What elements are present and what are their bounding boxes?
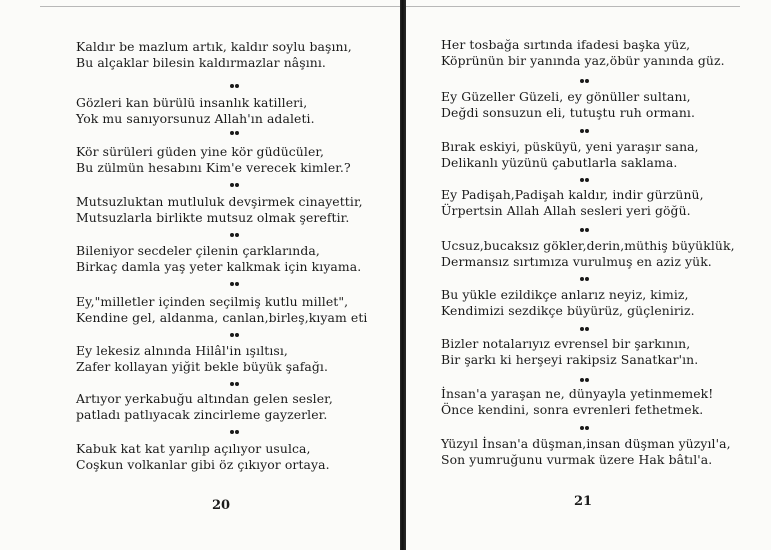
stanza-ornament: [230, 382, 240, 387]
verse-line: Ey Güzeller Güzeli, ey gönüller sultanı,: [441, 89, 691, 104]
stanza: [441, 89, 695, 121]
stanza-ornament: [230, 233, 240, 238]
stanza: [76, 194, 363, 226]
stanza-ornament: [230, 430, 240, 435]
verse-line: patladı patlıyacak zincirleme gayzerler.: [76, 407, 328, 422]
stanza-ornament: [230, 333, 240, 338]
stanza-ornament: [580, 277, 590, 282]
verse-line: Kendine gel, aldanma, canlan,birleş,kıyam eti: [76, 310, 368, 325]
stanza-ornament: [580, 129, 590, 134]
verse-line: Bırak eskiyi, püsküyü, yeni yaraşır sana,: [441, 139, 699, 154]
page-number: 20: [212, 498, 231, 513]
stanza-ornament: [230, 131, 240, 136]
stanza: [441, 436, 731, 468]
stanza: [76, 243, 361, 275]
stanza: [441, 336, 698, 368]
verse-line: Gözleri kan bürülü insanlık katilleri,: [76, 95, 308, 110]
stanza: [76, 95, 315, 127]
verse-line: Kaldır be mazlum artık, kaldır soylu başını,: [76, 39, 352, 54]
stanza: [76, 144, 351, 176]
verse-line: Birkaç damla yaş yeter kalkmak için kıyama.: [76, 259, 362, 274]
verse-line: Bu zülmün hesabını Kim'e verecek kimler.?: [76, 160, 351, 175]
verse-line: Coşkun volkanlar gibi öz çıkıyor ortaya.: [76, 457, 330, 472]
stanza: [76, 391, 333, 423]
verse-line: Mutsuzluktan mutluluk devşirmek cinayettir,: [76, 194, 363, 209]
stanza-ornament: [580, 327, 590, 332]
stanza: [441, 187, 704, 219]
verse-line: Ucsuz,bucaksız gökler,derin,müthiş büyüklük,: [441, 238, 735, 253]
verse-line: İnsan'a yaraşan ne, dünyayla yetinmemek!: [441, 386, 714, 401]
page-number: 21: [574, 494, 593, 509]
stanza-ornament: [580, 426, 590, 431]
stanza-ornament: [580, 378, 590, 383]
stanza-ornament: [580, 178, 590, 183]
verse-line: Zafer kollayan yiğit bekle büyük şafağı.: [76, 359, 329, 374]
verse-line: Yok mu sanıyorsunuz Allah'ın adaleti.: [76, 111, 315, 126]
stanza-ornament: [230, 282, 240, 287]
stanza: [76, 294, 367, 326]
verse-line: Bileniyor secdeler çilenin çarklarında,: [76, 243, 320, 258]
verse-line: Kendimizi sezdikçe büyürüz, güçleniriz.: [441, 303, 695, 318]
stanza: [441, 386, 713, 418]
stanza-ornament: [580, 228, 590, 233]
verse-line: Kabuk kat kat yarılıp açılıyor usulca,: [76, 441, 311, 456]
stanza-ornament: [230, 183, 240, 188]
verse-line: Bizler notalarıyız evrensel bir şarkının,: [441, 336, 691, 351]
stanza: [76, 39, 352, 71]
stanza: [441, 139, 699, 171]
stanza: [76, 441, 330, 473]
verse-line: Delikanlı yüzünü çabutlarla saklama.: [441, 155, 678, 170]
verse-line: Ey,"milletler içinden seçilmiş kutlu millet",: [76, 294, 349, 309]
verse-line: Her tosbağa sırtında ifadesi başka yüz,: [441, 37, 691, 52]
verse-line: Değdi sonsuzun eli, tutuştu ruh ormanı.: [441, 105, 696, 120]
verse-line: Bu alçaklar bilesin kaldırmazlar nâşını.: [76, 55, 326, 70]
verse-line: Artıyor yerkabuğu altından gelen sesler,: [76, 391, 333, 406]
verse-line: Ey Padişah,Padişah kaldır, indir gürzünü,: [441, 187, 704, 202]
verse-line: Kör sürüleri güden yine kör güdücüler,: [76, 144, 325, 159]
verse-line: Mutsuzlarla birlikte mutsuz olmak şereftir.: [76, 210, 350, 225]
stanza-ornament: [230, 84, 240, 89]
stanza: [76, 343, 328, 375]
stanza: [441, 287, 695, 319]
verse-line: Köprünün bir yanında yaz,öbür yanında güz.: [441, 53, 725, 68]
right-page: [406, 0, 771, 550]
verse-line: Ürpertsin Allah Allah sesleri yeri göğü.: [441, 203, 691, 218]
verse-line: Ey lekesiz alnında Hilâl'in ışıltısı,: [76, 343, 288, 358]
stanza-ornament: [580, 79, 590, 84]
verse-line: Dermansız sırtımıza vurulmuş en aziz yük.: [441, 254, 712, 269]
verse-line: Önce kendini, sonra evrenleri fethetmek.: [441, 402, 704, 417]
stanza: [441, 238, 735, 270]
verse-line: Bu yükle ezildikçe anlarız neyiz, kimiz,: [441, 287, 689, 302]
verse-line: Bir şarkı ki herşeyi rakipsiz Sanatkar'ın.: [441, 352, 699, 367]
verse-line: Yüzyıl İnsan'a düşman,insan düşman yüzyıl'a,: [441, 436, 731, 451]
stanza: [441, 37, 725, 69]
verse-line: Son yumruğunu vurmak üzere Hak bâtıl'a.: [441, 452, 713, 467]
